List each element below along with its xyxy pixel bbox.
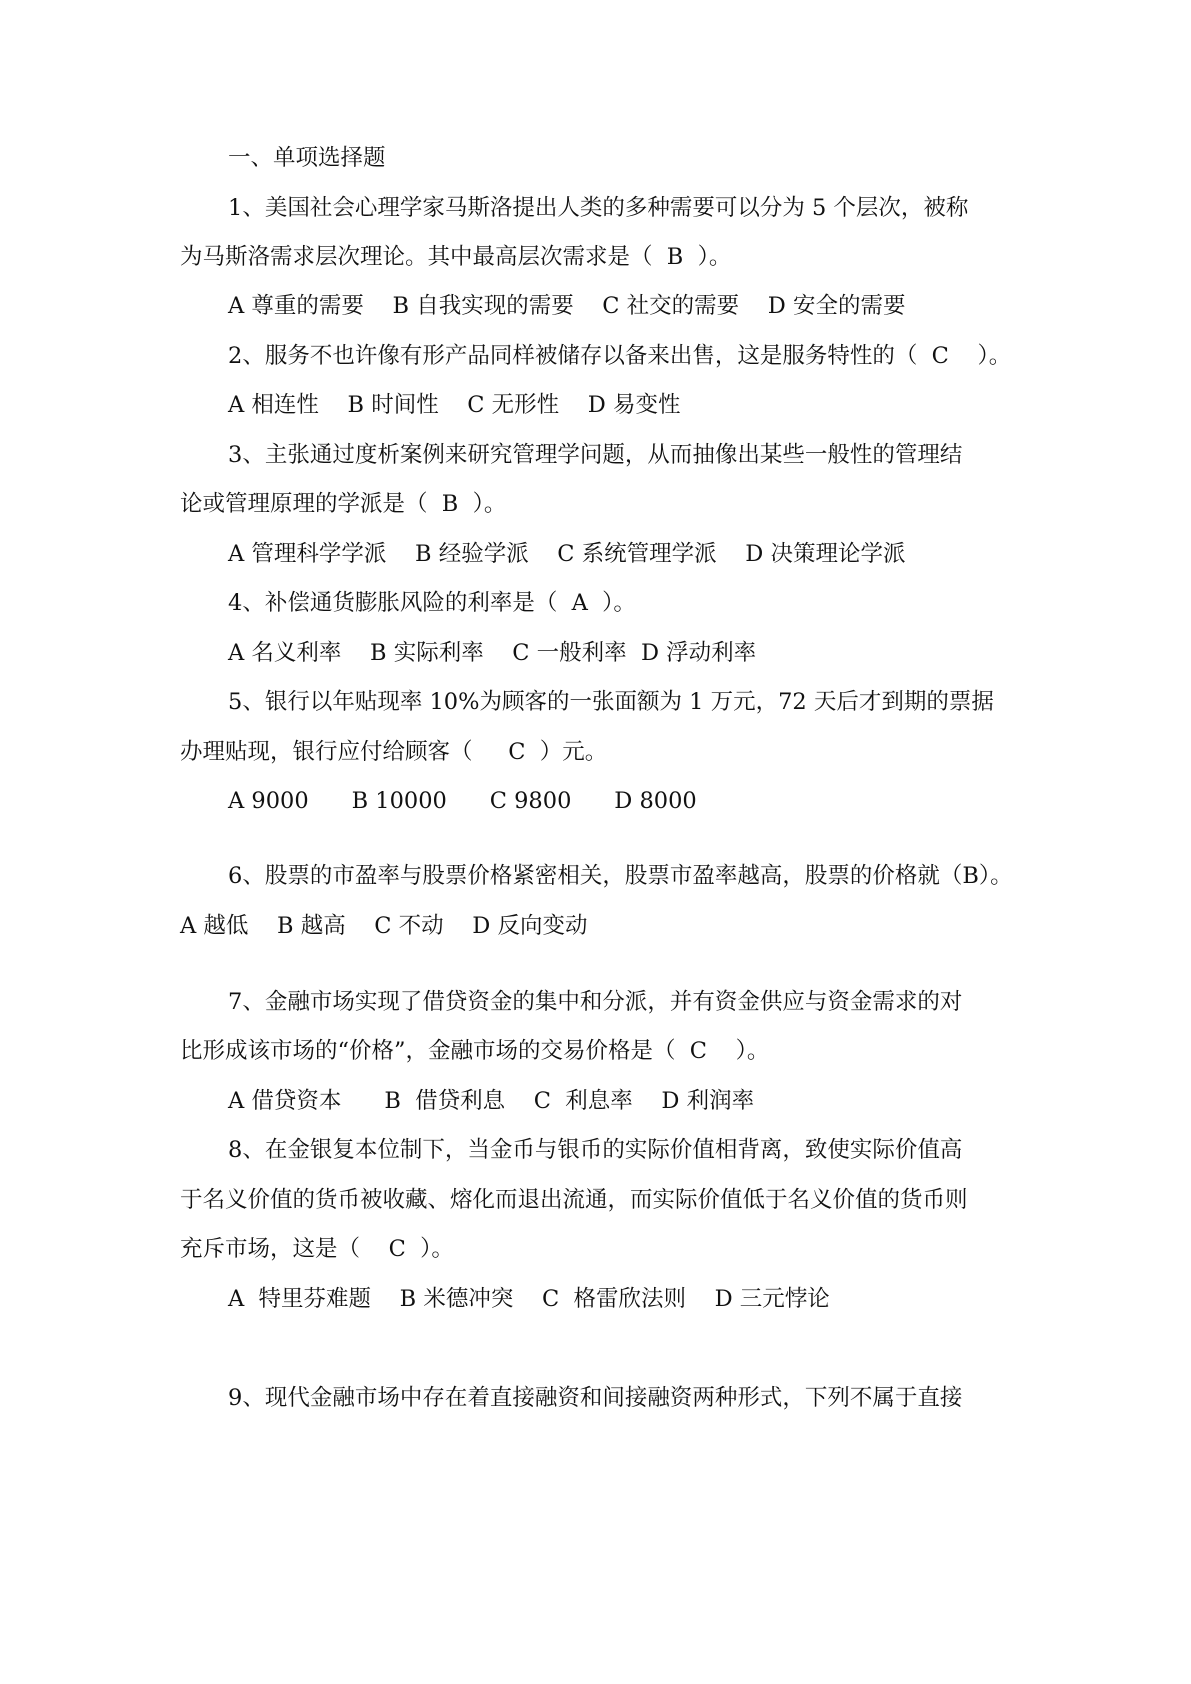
question-1-line-1: 1、美国社会心理学家马斯洛提出人类的多种需要可以分为 5 个层次，被称 bbox=[228, 195, 969, 221]
question-2-line-1: 2、服务不也许像有形产品同样被储存以备来出售，这是服务特性的（ C ）。 bbox=[228, 343, 1012, 369]
section-heading: 一、单项选择题 bbox=[228, 145, 386, 171]
question-4-options: A 名义利率 B 实际利率 C 一般利率 D 浮动利率 bbox=[228, 640, 757, 666]
question-7-options: A 借贷资本 B 借贷利息 C 利息率 D 利润率 bbox=[228, 1088, 755, 1114]
question-5-line-2: 办理贴现，银行应付给顾客（ C ）元。 bbox=[180, 739, 608, 765]
question-6-line-1: 6、股票的市盈率与股票价格紧密相关，股票市盈率越高，股票的价格就（B）。 bbox=[228, 863, 1013, 889]
question-3-line-2: 论或管理原理的学派是（ B ）。 bbox=[180, 491, 507, 517]
question-3-line-1: 3、主张通过度析案例来研究管理学问题，从而抽像出某些一般性的管理结 bbox=[228, 442, 963, 468]
question-8-line-1: 8、在金银复本位制下，当金币与银币的实际价值相背离，致使实际价值高 bbox=[228, 1137, 963, 1163]
question-5-options: A 9000 B 10000 C 9800 D 8000 bbox=[228, 788, 697, 814]
question-1-options: A 尊重的需要 B 自我实现的需要 C 社交的需要 D 安全的需要 bbox=[228, 293, 906, 319]
question-8-options: A 特里芬难题 B 米德冲突 C 格雷欣法则 D 三元悖论 bbox=[228, 1286, 830, 1312]
question-1-line-2: 为马斯洛需求层次理论。其中最高层次需求是（ B ）。 bbox=[180, 244, 732, 270]
question-7-line-1: 7、金融市场实现了借贷资金的集中和分派，并有资金供应与资金需求的对 bbox=[228, 989, 963, 1015]
question-4-line-1: 4、补偿通货膨胀风险的利率是（ A ）。 bbox=[228, 590, 636, 616]
question-5-line-1: 5、银行以年贴现率 10%为顾客的一张面额为 1 万元，72 天后才到期的票据 bbox=[228, 689, 994, 715]
question-3-options: A 管理科学学派 B 经验学派 C 系统管理学派 D 决策理论学派 bbox=[228, 541, 906, 567]
question-6-options: A 越低 B 越高 C 不动 D 反向变动 bbox=[180, 913, 588, 939]
question-2-options: A 相连性 B 时间性 C 无形性 D 易变性 bbox=[228, 392, 681, 418]
question-8-line-3: 充斥市场，这是（ C ）。 bbox=[180, 1236, 454, 1262]
question-9-line-1: 9、现代金融市场中存在着直接融资和间接融资两种形式，下列不属于直接 bbox=[228, 1385, 963, 1411]
question-7-line-2: 比形成该市场的“价格”，金融市场的交易价格是（ C ）。 bbox=[180, 1038, 770, 1064]
question-8-line-2: 于名义价值的货币被收藏、熔化而退出流通，而实际价值低于名义价值的货币则 bbox=[180, 1187, 968, 1213]
